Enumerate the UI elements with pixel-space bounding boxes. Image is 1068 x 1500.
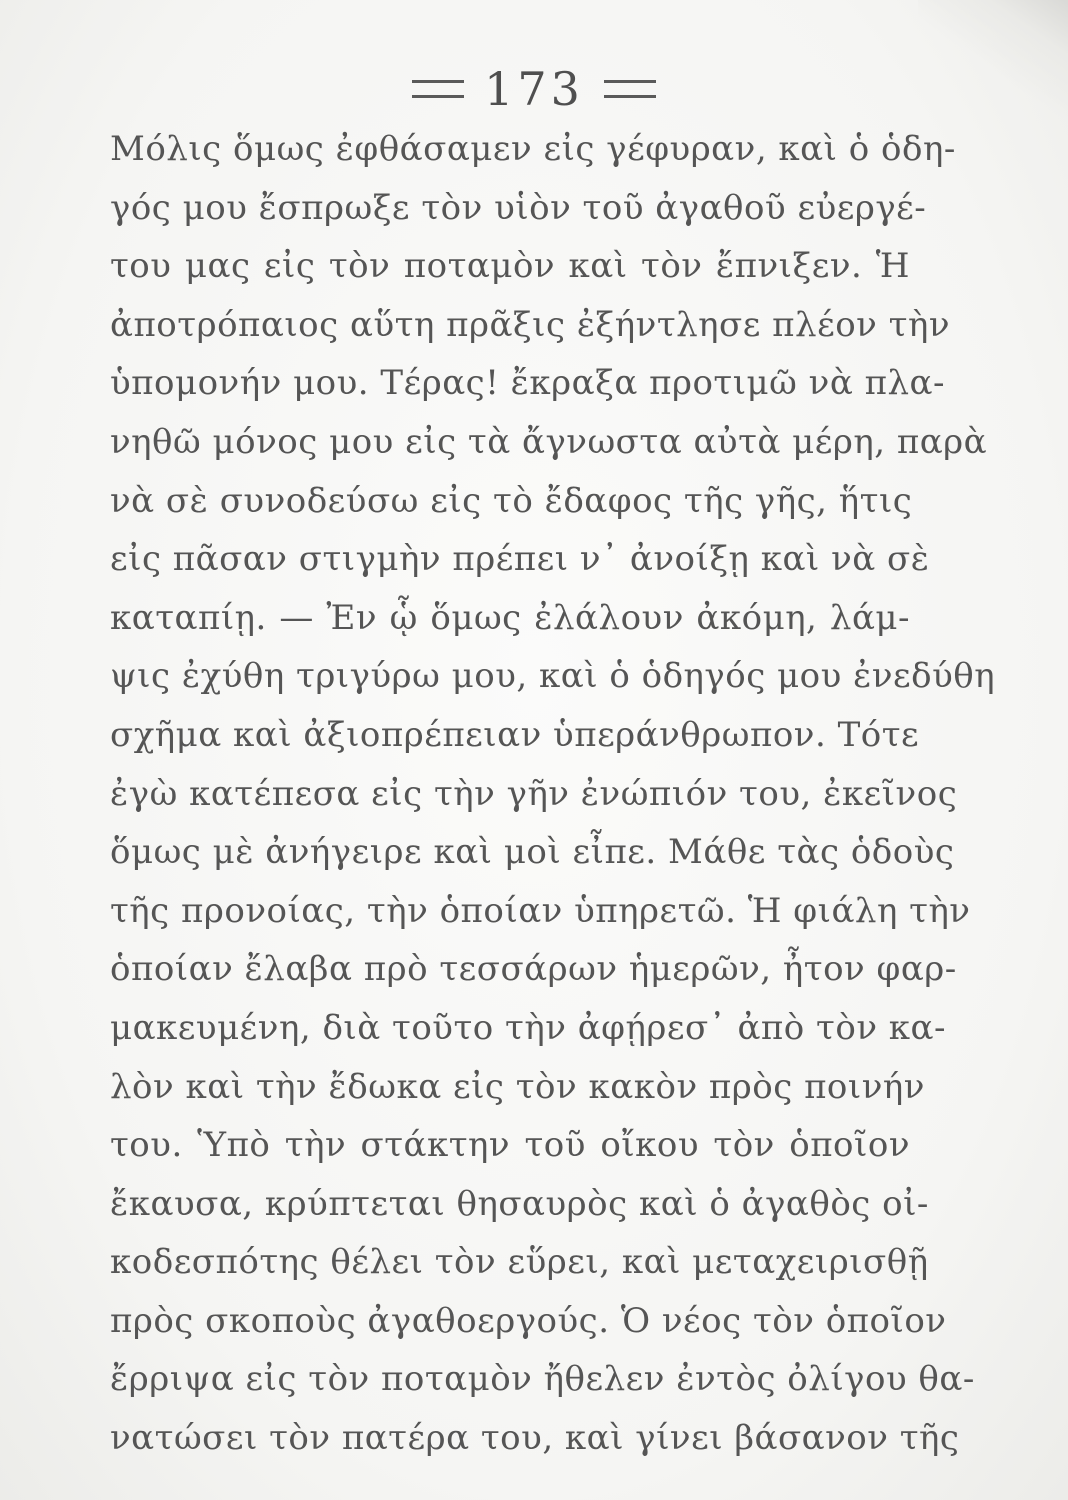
text-line: ὁποίαν ἔλαβα πρὸ τεσσάρων ἡμερῶν, ἦτον φαρ- (110, 949, 957, 990)
text-line: γός μου ἔσπρωξε τὸν υἱὸν τοῦ ἀγαθοῦ εὐεργέ- (110, 187, 927, 228)
text-line: ἔκαυσα, κρύπτεται θησαυρὸς καὶ ὁ ἀγαθὸς οἰ- (110, 1183, 929, 1224)
page-header (0, 62, 1068, 116)
text-line: τῆς προνοίας, τὴν ὁποίαν ὑπηρετῶ. Ἡ φιάλη τὴν (110, 890, 971, 931)
text-line: πρὸς σκοποὺς ἀγαθοεργούς. Ὁ νέος τὸν ὁποῖον (110, 1300, 947, 1341)
text-line: λὸν καὶ τὴν ἔδωκα εἰς τὸν κακὸν πρὸς ποινήν (110, 1066, 925, 1107)
page-number: 173 (484, 62, 584, 116)
text-line: νὰ σὲ συνοδεύσω εἰς τὸ ἔδαφος τῆς γῆς, ἥτις (110, 480, 913, 521)
text-line: εἰς πᾶσαν στιγμὴν πρέπει ν᾽ ἀνοίξῃ καὶ νὰ σὲ (110, 539, 930, 580)
text-line: του μας εἰς τὸν ποταμὸν καὶ τὸν ἔπνιξεν. Ἡ (110, 246, 910, 287)
text-line: μακευμένη, διὰ τοῦτο τὴν ἀφῄρεσ᾽ ἀπὸ τὸν κα- (110, 1007, 947, 1048)
text-line: κοδεσπότης θέλει τὸν εὕρει, καὶ μεταχειρισθῇ (110, 1242, 929, 1283)
header-rule-left (412, 80, 464, 98)
text-line: ἀποτρόπαιος αὕτη πρᾶξις ἐξήντλησε πλέον τὴν (110, 304, 950, 345)
page-body (110, 120, 996, 1468)
text-line: ψις ἐχύθη τριγύρω μου, καὶ ὁ ὁδηγός μου ἐνεδύθη (110, 656, 996, 697)
text-line: νατώσει τὸν πατέρα του, καὶ γίνει βάσανον τῆς (110, 1418, 960, 1459)
text-line: ὑπομονήν μου. Τέρας! ἔκραξα προτιμῶ νὰ πλα- (110, 363, 945, 404)
text-line: ἔρριψα εἰς τὸν ποταμὸν ἤθελεν ἐντὸς ὀλίγου θα- (110, 1359, 975, 1400)
text-line: σχῆμα καὶ ἀξιοπρέπειαν ὑπεράνθρωπον. Τότε (110, 714, 920, 755)
text-line: καταπίῃ. — Ἐν ᾧ ὅμως ἐλάλουν ἀκόμη, λάμ- (110, 597, 910, 638)
header-rule-right (604, 80, 656, 98)
text-line: του. Ὑπὸ τὴν στάκτην τοῦ οἴκου τὸν ὁποῖον (110, 1125, 910, 1166)
text-line: ὅμως μὲ ἀνήγειρε καὶ μοὶ εἶπε. Μάθε τὰς ὁδοὺς (110, 832, 955, 873)
text-line: νηθῶ μόνος μου εἰς τὰ ἄγνωστα αὐτὰ μέρη, παρὰ (110, 421, 988, 462)
text-line: ἐγὼ κατέπεσα εἰς τὴν γῆν ἐνώπιόν του, ἐκεῖνος (110, 773, 958, 814)
text-line: Μόλις ὅμως ἐφθάσαμεν εἰς γέφυραν, καὶ ὁ ὁδη- (110, 129, 956, 169)
